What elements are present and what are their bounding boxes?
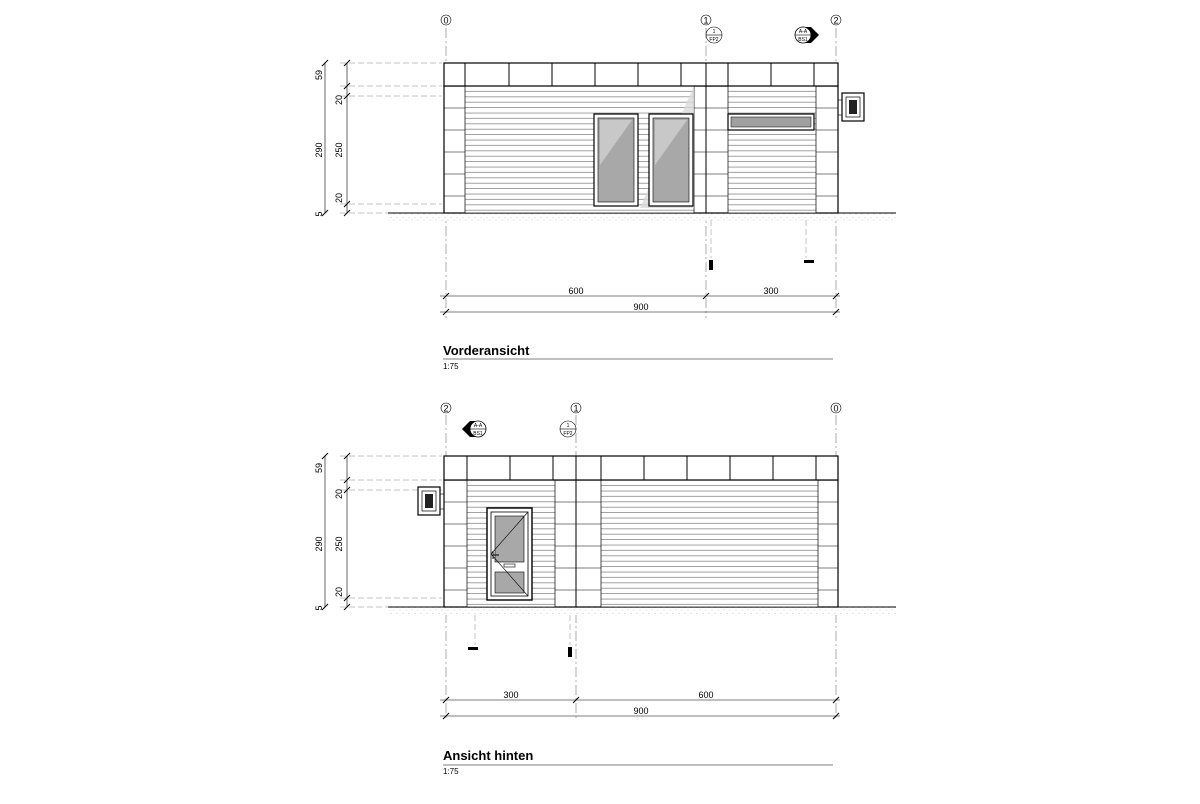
window — [594, 114, 638, 206]
svg-text:900: 900 — [633, 706, 649, 716]
svg-text:5: 5 — [314, 605, 324, 611]
svg-text:900: 900 — [633, 302, 649, 312]
detail-marker — [706, 27, 722, 43]
svg-text:A-A: A-A — [798, 29, 808, 35]
svg-text:250: 250 — [334, 536, 344, 552]
svg-text:290: 290 — [314, 536, 324, 552]
svg-text:59: 59 — [314, 462, 324, 474]
view-title: Ansicht hinten — [443, 748, 534, 763]
view-scale: 1:75 — [443, 767, 459, 776]
svg-text:2: 2 — [443, 403, 449, 414]
grid-marker-2 — [831, 15, 841, 26]
grid-marker-2 — [441, 403, 451, 414]
front-elevation — [314, 15, 896, 371]
window — [649, 114, 693, 206]
svg-text:59: 59 — [314, 69, 324, 81]
rear-elevation — [314, 403, 896, 776]
svg-text:0: 0 — [833, 403, 839, 414]
section-marker — [795, 27, 819, 43]
svg-text:0: 0 — [443, 15, 449, 26]
siding-panel — [728, 86, 816, 213]
view-scale: 1:75 — [443, 362, 459, 371]
ribbon-window — [728, 114, 814, 130]
grid-marker-0 — [831, 403, 841, 414]
svg-text:600: 600 — [698, 690, 714, 700]
siding-panel — [601, 480, 818, 607]
svg-text:20: 20 — [334, 192, 344, 204]
svg-text:20: 20 — [334, 488, 344, 500]
svg-text:5: 5 — [314, 211, 324, 217]
door — [487, 508, 532, 600]
svg-text:20: 20 — [334, 94, 344, 106]
svg-text:600: 600 — [568, 286, 584, 296]
svg-text:FP2: FP2 — [709, 37, 719, 43]
grid-marker-1 — [701, 15, 711, 26]
parapet — [444, 456, 838, 480]
ac-unit — [418, 487, 444, 515]
detail-marker — [560, 421, 576, 437]
svg-text:1: 1 — [566, 423, 570, 429]
svg-text:300: 300 — [763, 286, 779, 296]
svg-text:20: 20 — [334, 586, 344, 598]
svg-text:FP2: FP2 — [563, 431, 573, 437]
svg-text:1: 1 — [712, 29, 716, 35]
svg-text:A-A: A-A — [473, 423, 483, 429]
svg-text:2: 2 — [833, 15, 839, 26]
svg-text:BS1: BS1 — [798, 37, 808, 43]
parapet — [444, 63, 838, 86]
svg-text:1: 1 — [573, 403, 579, 414]
ground-hatch — [388, 213, 896, 221]
ground-hatch — [388, 607, 896, 615]
svg-text:1: 1 — [703, 15, 709, 26]
grid-marker-1 — [571, 403, 581, 414]
view-title: Vorderansicht — [443, 343, 530, 358]
grid-marker-0 — [441, 15, 451, 26]
ac-unit — [838, 93, 864, 121]
svg-text:290: 290 — [314, 142, 324, 158]
svg-text:250: 250 — [334, 142, 344, 158]
section-marker — [462, 421, 486, 437]
svg-text:300: 300 — [503, 690, 519, 700]
svg-text:BS1: BS1 — [473, 431, 483, 437]
